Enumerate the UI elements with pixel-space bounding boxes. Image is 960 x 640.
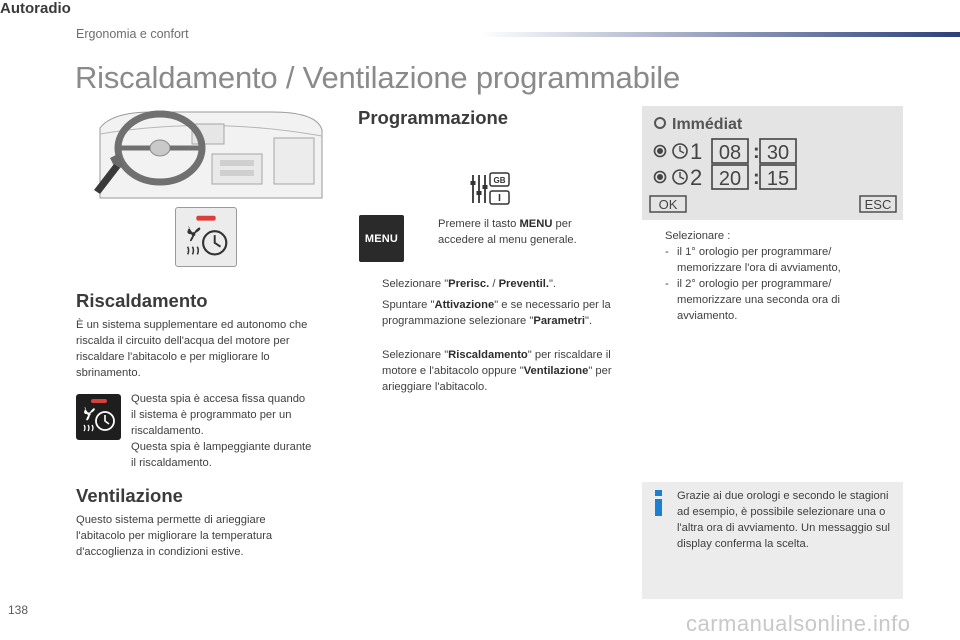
dashboard-illustration: [92, 108, 324, 200]
warning-lamp-description: [131, 391, 336, 471]
programming-screen: [642, 106, 903, 220]
esc-label: ESC: [864, 197, 892, 212]
heading-programmazione: Programmazione: [358, 107, 509, 128]
header-bar: [480, 32, 960, 37]
paragraph-riscaldamento: È un sistema supplementare ed autonomo che riscalda il circuito dell'acqua del motore per riscaldare l'abitacolo e per migliorare lo sbrinamento.: [76, 319, 308, 379]
heading-autoradio: Autoradio: [0, 0, 71, 17]
step-check-attivazione: Spuntare "Attivazione" e se necessario per la programmazione selezionare "Parametri".: [382, 299, 611, 327]
warning-line: riscaldamento.: [131, 425, 204, 437]
heater-warning-lamp-large: [175, 207, 237, 267]
heading-riscaldamento: Riscaldamento: [76, 290, 208, 311]
immediate-option[interactable]: Immédiat: [672, 116, 743, 133]
ok-label: OK: [658, 197, 678, 212]
clock-2-minute: 15: [766, 168, 790, 190]
step-select-prerisc: Selezionare "Prerisc. / Preventil.".: [382, 278, 557, 290]
heading-ventilazione: Ventilazione: [76, 485, 183, 506]
radio-settings-icon: [470, 171, 510, 207]
list-item: - il 2° orologio per programmare/ memorizzare una seconda ora di avviamento.: [665, 278, 840, 322]
clock-1-number: 1: [690, 139, 703, 164]
info-text: Grazie ai due orologi e secondo le stagioni ad esempio, è possibile selezionare una o l'altra ora di avviamento. Un messaggio sul display conferma la scelta.: [677, 490, 890, 550]
svg-text::: :: [753, 167, 760, 189]
section-header: Ergonomia e confort: [76, 27, 189, 41]
select-clock-step: Selezionare :: [665, 230, 731, 242]
warning-line: il riscaldamento.: [131, 457, 212, 469]
menu-button[interactable]: MENU: [359, 215, 404, 262]
clock-2-hour: 20: [718, 168, 742, 190]
warning-line: il sistema è programmato per un: [131, 409, 292, 421]
clock-1-hour: 08: [718, 142, 742, 164]
clock-1-minute: 30: [766, 142, 790, 164]
step-press-menu: Premere il tasto MENU per accedere al menu generale.: [438, 218, 577, 246]
svg-text::: :: [753, 141, 760, 163]
list-item: - il 1° orologio per programmare/ memorizzare l'ora di avviamento,: [665, 246, 841, 274]
warning-line: Questa spia è lampeggiante durante: [131, 441, 312, 453]
radio-language-label: GB: [493, 176, 506, 185]
heater-warning-lamp-small: [76, 394, 121, 440]
info-icon: [654, 490, 663, 516]
page-number: 138: [8, 603, 29, 617]
clock-2-number: 2: [690, 165, 703, 190]
info-box: [642, 482, 903, 599]
paragraph-ventilazione: Questo sistema permette di arieggiare l'abitacolo per migliorare la temperatura d'accoglienza in condizioni estive.: [76, 514, 273, 558]
watermark: carmanualsonline.info: [686, 611, 911, 636]
select-clock-list: [665, 244, 875, 324]
warning-line: Questa spia è accesa fissa quando: [131, 393, 306, 405]
page-title: Riscaldamento / Ventilazione programmabile: [75, 60, 681, 95]
step-select-riscaldamento: Selezionare "Riscaldamento" per riscaldare il motore e l'abitacolo oppure "Ventilazione" per arieggiare l'abitacolo.: [382, 349, 612, 393]
